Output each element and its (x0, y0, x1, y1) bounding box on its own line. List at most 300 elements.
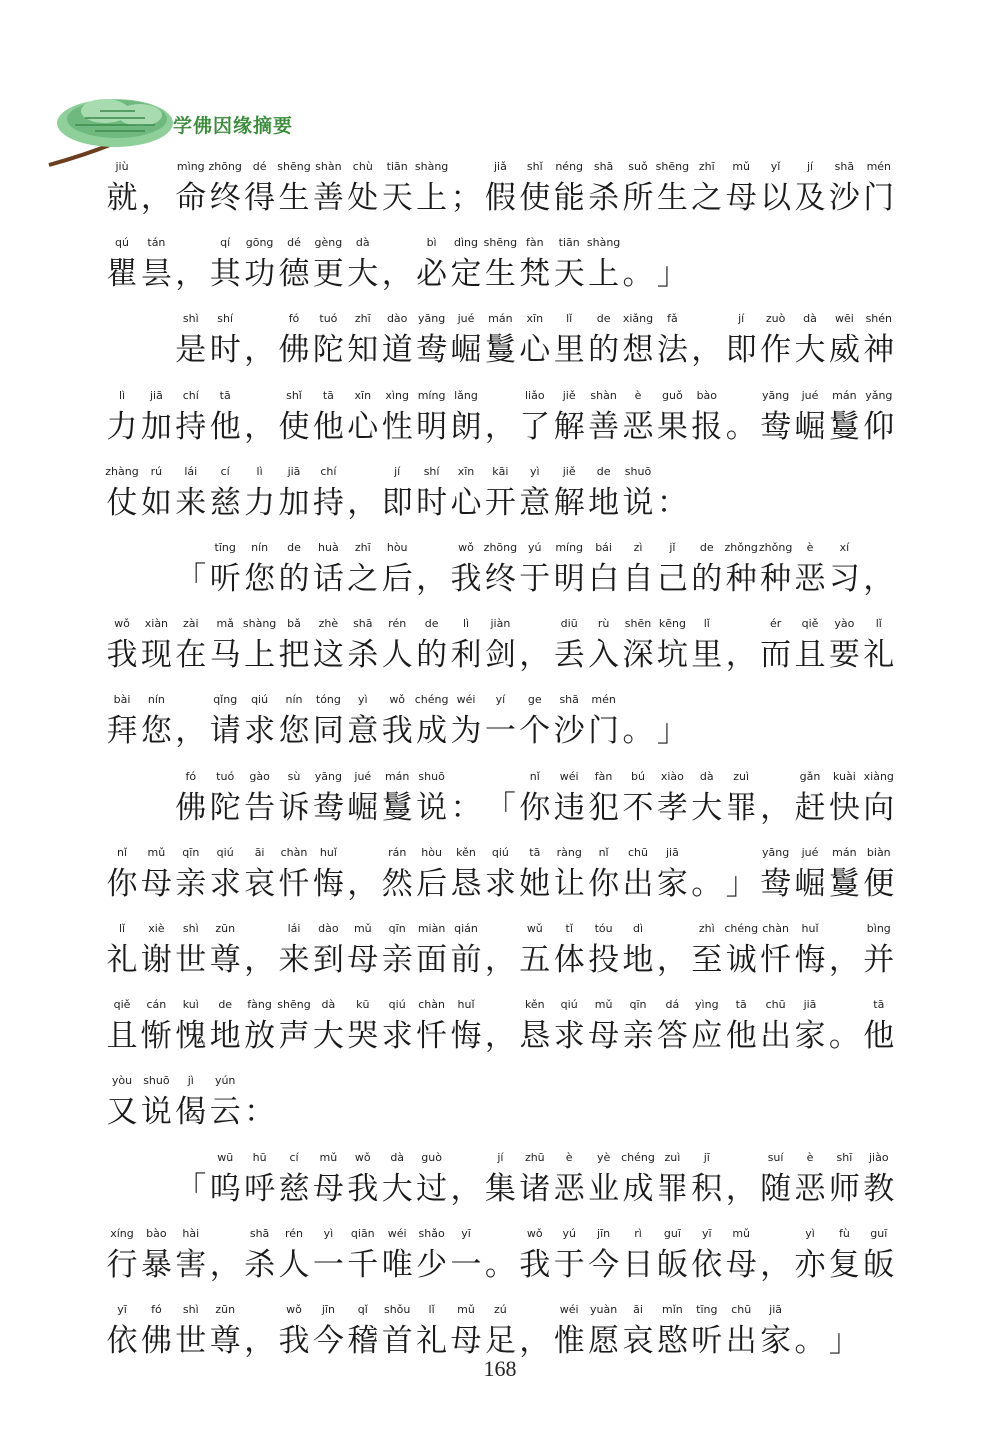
pinyin: de (699, 541, 714, 554)
pinyin: chí (320, 464, 337, 478)
pinyin: mén (591, 693, 616, 707)
annotated-character (621, 236, 655, 312)
hanzi: 且 (794, 637, 826, 674)
pinyin: chàn (762, 922, 789, 935)
pinyin: suí (767, 1150, 784, 1164)
pinyin: gǎn (799, 769, 821, 783)
hanzi: ， (209, 1246, 241, 1283)
hanzi: 他 (312, 408, 344, 445)
hanzi: 家 (794, 1018, 826, 1055)
annotated-character (862, 770, 896, 846)
pinyin: bào (146, 1226, 167, 1240)
pinyin: bái (595, 541, 612, 554)
annotated-character (690, 617, 724, 693)
hanzi: ， (725, 637, 757, 674)
hanzi: 门 (863, 180, 895, 216)
pinyin: chéng (414, 693, 449, 707)
hanzi: ， (828, 942, 860, 978)
text-line (0, 1227, 1000, 1303)
annotated-character (724, 770, 758, 846)
pinyin: fǎ (667, 312, 678, 326)
hanzi: ， (760, 789, 792, 826)
pinyin: shǎo (418, 1226, 445, 1240)
hanzi: 他 (209, 408, 241, 445)
pinyin: zhè (318, 617, 339, 631)
hanzi: 佛 (175, 789, 207, 826)
pinyin: xiào (660, 769, 684, 783)
hanzi: ， (519, 1323, 551, 1359)
hanzi: 白 (588, 561, 620, 597)
hanzi: 慈 (278, 1170, 310, 1207)
hanzi: 种 (760, 561, 792, 597)
pinyin: yī (117, 1303, 127, 1316)
pinyin: zhōng (208, 160, 242, 173)
hanzi: 你 (588, 865, 620, 902)
hanzi: 母 (450, 1323, 482, 1359)
pinyin: fù (838, 1226, 850, 1240)
hanzi: 体 (553, 942, 585, 978)
hanzi: 更 (312, 256, 344, 293)
hanzi: 放 (244, 1018, 276, 1055)
hanzi: 求 (484, 865, 516, 902)
pinyin: mìng (176, 160, 205, 173)
pinyin: mǔ (319, 1150, 338, 1164)
pinyin: rán (388, 845, 407, 859)
pinyin: ge (527, 693, 542, 707)
hanzi: 便 (863, 865, 895, 902)
pinyin: mǎ (216, 617, 234, 631)
pinyin: tā (735, 998, 747, 1012)
hanzi: ， (175, 256, 207, 293)
pinyin: rén (388, 617, 407, 631)
hanzi: 哀 (244, 865, 276, 902)
pinyin: dé (252, 160, 267, 173)
pinyin: zhǒng (724, 541, 758, 554)
pinyin: fó (185, 769, 197, 783)
pinyin: yī (702, 1226, 712, 1240)
hanzi: 法 (656, 332, 688, 369)
hanzi: 持 (175, 408, 207, 445)
hanzi: 德 (278, 256, 310, 293)
hanzi: 云 (209, 1094, 241, 1131)
hanzi: 家 (656, 865, 688, 902)
text-line (0, 389, 1000, 465)
hanzi: 心 (450, 484, 482, 521)
hanzi: 业 (588, 1170, 620, 1207)
pinyin: shuō (143, 1074, 170, 1088)
hanzi: 尊 (209, 942, 241, 978)
hanzi: 谢 (140, 942, 172, 978)
text-line (0, 541, 1000, 617)
pinyin: nín (251, 541, 269, 554)
hanzi: 罪 (656, 1170, 688, 1207)
pinyin: kuì (182, 998, 199, 1012)
hanzi: 我 (347, 1170, 379, 1207)
pinyin: jí (738, 312, 745, 326)
pinyin: guī (663, 1226, 681, 1240)
annotated-character (449, 1227, 483, 1303)
pinyin: wǒ (526, 1226, 543, 1240)
pinyin: dá (665, 998, 680, 1012)
pinyin: mǐn (662, 1303, 683, 1316)
hanzi: 母 (312, 1170, 344, 1207)
pinyin: zài (183, 617, 199, 631)
hanzi: 世 (175, 942, 207, 978)
annotated-character (311, 465, 345, 541)
hanzi: 其 (209, 256, 241, 293)
annotated-character (862, 922, 896, 998)
hanzi: 应 (691, 1018, 723, 1055)
pinyin: mán (832, 845, 857, 859)
hanzi: ， (244, 942, 276, 978)
hanzi: 母 (347, 942, 379, 978)
annotated-character (655, 846, 689, 922)
pinyin: shì (182, 312, 199, 326)
hanzi: 以 (760, 180, 792, 216)
pinyin: qīn (629, 998, 647, 1012)
pinyin: yú (562, 1226, 576, 1240)
pinyin: nǐ (598, 845, 609, 859)
pinyin: yún (214, 1074, 236, 1088)
hanzi: 依 (691, 1246, 723, 1283)
hanzi: 慈 (209, 484, 241, 521)
pinyin: guò (421, 1150, 442, 1164)
pinyin: rén (284, 1226, 304, 1240)
hanzi: 并 (863, 942, 895, 978)
hanzi: 随 (760, 1170, 792, 1207)
pinyin: jiā (287, 464, 301, 478)
hanzi: 暴 (140, 1246, 172, 1283)
hanzi: 亦 (794, 1246, 826, 1283)
pinyin: qiú (491, 845, 509, 859)
hanzi: 我 (450, 561, 482, 597)
pinyin: bú (631, 769, 645, 783)
hanzi: 地 (588, 484, 620, 521)
pinyin: chū (731, 1303, 752, 1316)
hanzi: 大 (381, 1170, 413, 1207)
hanzi: 在 (175, 637, 207, 674)
hanzi: ， (725, 1170, 757, 1207)
hanzi: 求 (553, 1018, 585, 1055)
hanzi: 又 (106, 1094, 138, 1131)
pinyin: bào (696, 388, 718, 402)
pinyin: míng (555, 541, 584, 554)
hanzi: 终 (484, 561, 516, 597)
hanzi: 忏 (760, 942, 792, 978)
hanzi: 上 (588, 256, 620, 293)
hanzi: 亲 (175, 865, 207, 902)
pinyin: shuō (418, 769, 445, 783)
text-line (0, 998, 1000, 1074)
pinyin: jiào (869, 1150, 889, 1164)
pinyin: xīn (457, 464, 475, 478)
pinyin: biàn (866, 845, 891, 859)
pinyin: tā (873, 998, 885, 1012)
hanzi: 忏 (278, 865, 310, 902)
pinyin: xiǎng (622, 312, 654, 326)
hanzi: 人 (278, 1246, 310, 1283)
hanzi: 梵 (519, 256, 551, 293)
hanzi: 拜 (106, 713, 138, 750)
hanzi: 诸 (519, 1170, 551, 1207)
pinyin: shí (217, 312, 234, 326)
pinyin: mǔ (732, 160, 751, 173)
pinyin: shēng (483, 236, 518, 250)
hanzi: 种 (725, 561, 757, 597)
pinyin: zhì (698, 922, 715, 935)
hanzi: 积 (691, 1170, 723, 1207)
pinyin: jué (801, 845, 819, 859)
pinyin: huǐ (801, 922, 819, 935)
hanzi: 的 (278, 561, 310, 597)
hanzi: 告 (244, 789, 276, 826)
hanzi: 哀 (622, 1323, 654, 1359)
hanzi: 偈 (175, 1094, 207, 1131)
pinyin: xiè (148, 922, 165, 935)
text-line (0, 846, 1000, 922)
hanzi: 千 (347, 1246, 379, 1283)
hanzi: 悔 (450, 1018, 482, 1055)
hanzi: 意 (347, 713, 379, 750)
hanzi: 唯 (381, 1246, 413, 1283)
hanzi: 投 (588, 942, 620, 978)
hanzi: 时 (416, 484, 448, 521)
hanzi: 。 (828, 1018, 860, 1055)
hanzi: 明 (416, 408, 448, 445)
pinyin: nǐ (116, 845, 128, 859)
hanzi: ， (656, 942, 688, 978)
hanzi: 愧 (175, 1018, 207, 1055)
hanzi: 首 (381, 1323, 413, 1359)
pinyin: xīn (354, 388, 372, 402)
hanzi: 报 (691, 408, 723, 445)
hanzi: 鬘 (381, 789, 413, 826)
hanzi: 说 (140, 1094, 172, 1131)
pinyin: wǒ (458, 541, 474, 554)
hanzi: ： (656, 484, 688, 521)
pinyin: shàng (586, 236, 621, 250)
pinyin: gōng (245, 236, 274, 250)
pinyin: shǐ (286, 388, 302, 402)
pinyin: de (287, 541, 301, 554)
pinyin: bìng (866, 922, 891, 935)
hanzi: ， (244, 332, 276, 369)
hanzi: 呼 (244, 1170, 276, 1207)
hanzi: 就 (106, 180, 138, 216)
hanzi: 母 (725, 180, 757, 216)
pinyin: jiě (562, 464, 576, 478)
hanzi: 听 (209, 561, 241, 597)
hanzi: 礼 (106, 942, 138, 978)
pinyin: zūn (215, 922, 236, 935)
annotated-character (862, 160, 896, 236)
pinyin: jiā (803, 998, 817, 1012)
pinyin: jí (497, 1150, 504, 1164)
hanzi: 今 (312, 1323, 344, 1359)
pinyin: zì (633, 541, 643, 554)
pinyin: fó (288, 312, 300, 326)
pinyin: kēng (658, 617, 686, 631)
annotated-character (655, 465, 689, 541)
hanzi: 亲 (622, 1018, 654, 1055)
hanzi: 。 (725, 408, 757, 445)
hanzi: 这 (312, 637, 344, 674)
hanzi: 崛 (794, 408, 826, 445)
pinyin: zhǒng (758, 541, 793, 554)
hanzi: 母 (725, 1246, 757, 1283)
pinyin: dà (803, 312, 817, 326)
hanzi: 及 (794, 180, 826, 216)
hanzi: 后 (381, 561, 413, 597)
hanzi: 佛 (278, 332, 310, 369)
pinyin: nín (147, 693, 165, 707)
pinyin: yāng (417, 312, 446, 326)
hanzi: 愿 (588, 1323, 620, 1359)
pinyin: dào (386, 312, 408, 326)
annotated-character (449, 770, 483, 846)
pinyin: míng (417, 388, 446, 402)
annotated-character (587, 693, 621, 769)
hanzi: ； (450, 180, 482, 216)
annotated-character (415, 160, 449, 236)
pinyin: cí (220, 464, 230, 478)
pinyin: wū (217, 1150, 234, 1164)
pinyin: shēn (624, 617, 652, 631)
pinyin: è (565, 1150, 573, 1164)
pinyin: tīng (696, 1303, 718, 1316)
pinyin: xíng (110, 1226, 134, 1240)
pinyin: chù (352, 160, 373, 173)
annotated-character (862, 1151, 896, 1227)
pinyin: shā (249, 1226, 270, 1240)
annotated-character (208, 922, 242, 998)
hanzi: 力 (244, 484, 276, 521)
pinyin: tóu (594, 922, 613, 935)
hanzi: 知 (347, 332, 379, 369)
pinyin: āi (633, 1303, 643, 1316)
hanzi: 鸯 (416, 332, 448, 369)
pinyin: shàng (242, 617, 277, 631)
pinyin: dào (318, 922, 339, 935)
pinyin: wǒ (114, 617, 130, 631)
hanzi: 天 (381, 180, 413, 216)
pinyin: sù (287, 769, 301, 783)
hanzi: 鬘 (484, 332, 516, 369)
text-line (0, 236, 1000, 312)
pinyin: shī (836, 1150, 853, 1164)
pinyin: zhū (524, 1150, 545, 1164)
book-title: 学佛因缘摘要 (173, 115, 294, 137)
pinyin: tā (322, 388, 334, 402)
pinyin: chū (765, 998, 786, 1012)
hanzi: 成 (622, 1170, 654, 1207)
hanzi: 赶 (794, 789, 826, 826)
pinyin: jí (394, 464, 401, 478)
hanzi: 「 (175, 561, 207, 597)
pinyin: de (218, 998, 233, 1012)
hanzi: 善 (588, 408, 620, 445)
hanzi: 里 (553, 332, 585, 369)
hanzi: 后 (416, 865, 448, 902)
hanzi: 他 (863, 1018, 895, 1055)
pinyin: kěn (456, 845, 476, 859)
hanzi: 即 (381, 484, 413, 521)
hanzi: 让 (553, 865, 585, 902)
hanzi: ， (381, 256, 413, 293)
hanzi: 解 (553, 408, 585, 445)
pinyin: mǔ (353, 922, 372, 935)
pinyin: diū (560, 617, 578, 631)
annotated-character (449, 922, 483, 998)
pinyin: bài (113, 693, 131, 707)
hanzi: 开 (484, 484, 516, 521)
hanzi: 心 (519, 332, 551, 369)
hanzi: 一 (450, 1246, 482, 1283)
hanzi: ， (484, 1018, 516, 1055)
hanzi: 入 (588, 637, 620, 674)
hanzi: 崛 (450, 332, 482, 369)
hanzi: 今 (588, 1246, 620, 1283)
hanzi: 惟 (553, 1323, 585, 1359)
hanzi: 「 (175, 1170, 207, 1207)
annotated-character (724, 1227, 758, 1303)
hanzi: 的 (588, 332, 620, 369)
pinyin: mǔ (457, 1303, 475, 1316)
hanzi: 违 (553, 789, 585, 826)
pinyin: kāi (492, 464, 509, 478)
hanzi: 皈 (863, 1246, 895, 1283)
text-line (0, 1151, 1000, 1227)
hanzi: 为 (450, 713, 482, 750)
hanzi: 教 (863, 1170, 895, 1207)
pinyin: lǐ (875, 617, 882, 631)
hanzi: 」 (725, 865, 757, 902)
hanzi: 尊 (209, 1323, 241, 1359)
pinyin: zhōng (483, 541, 518, 554)
hanzi: 习 (828, 561, 860, 597)
hanzi: 说 (622, 484, 654, 521)
pinyin: shēng (655, 160, 690, 173)
hanzi: 恶 (794, 1170, 826, 1207)
pinyin: tuó (319, 312, 338, 326)
annotated-character (415, 1151, 449, 1227)
pinyin: qiě (801, 617, 819, 631)
annotated-character (793, 998, 827, 1074)
hanzi: 天 (553, 256, 585, 293)
pinyin: qǐng (213, 693, 238, 707)
pinyin: miàn (417, 922, 446, 935)
hanzi: 生 (656, 180, 688, 216)
hanzi: 五 (519, 942, 551, 978)
pinyin: yè (596, 1150, 611, 1164)
hanzi: 少 (416, 1246, 448, 1283)
hanzi: 加 (278, 484, 310, 521)
hanzi: 犯 (588, 789, 620, 826)
annotated-character (139, 236, 173, 312)
pinyin: qián (454, 922, 478, 935)
pinyin: tā (219, 388, 231, 402)
hanzi: 稽 (347, 1323, 379, 1359)
pinyin: huà (318, 541, 339, 554)
pinyin: nín (285, 693, 303, 707)
text-line (0, 160, 1000, 236)
hanzi: 果 (656, 408, 688, 445)
hanzi: 佛 (140, 1323, 172, 1359)
hanzi: 出 (760, 1018, 792, 1055)
pinyin: jué (457, 312, 475, 326)
pinyin: tuó (216, 769, 235, 783)
pinyin: huǐ (457, 998, 475, 1012)
